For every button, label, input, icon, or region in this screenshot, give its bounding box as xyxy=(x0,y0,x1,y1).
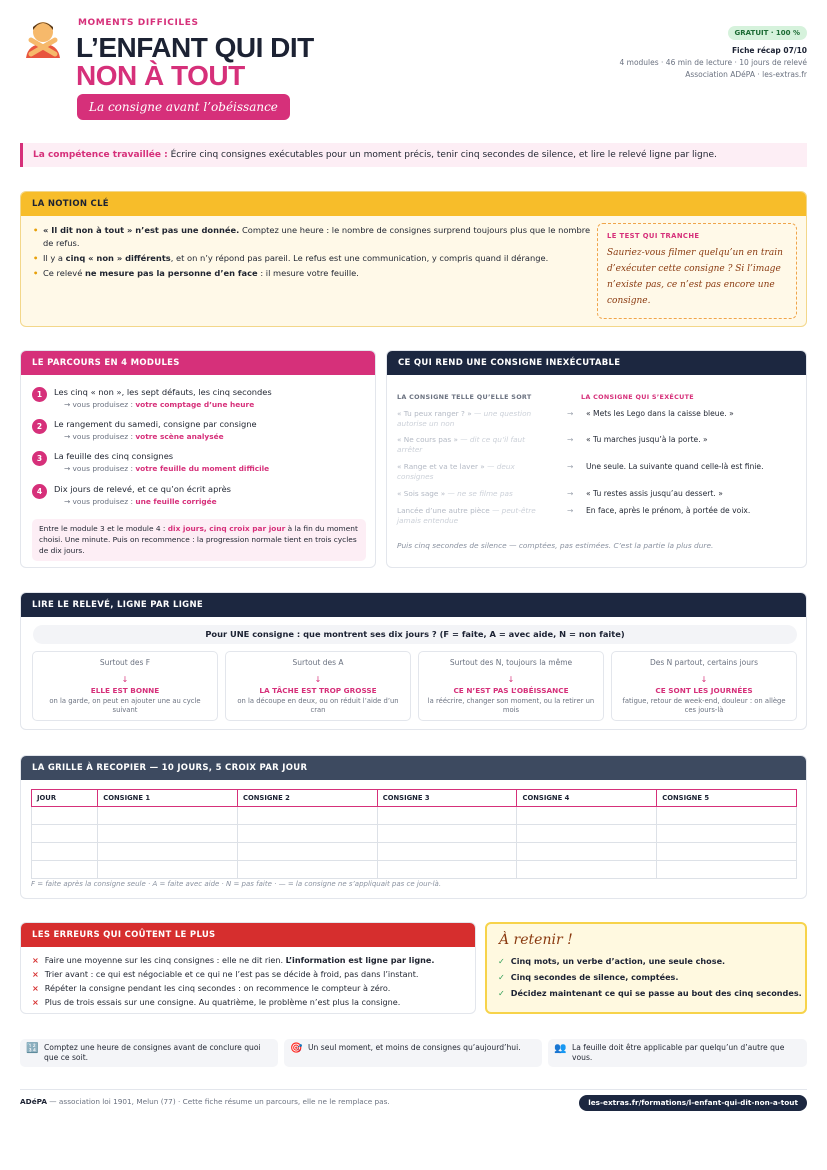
grid-col-header: CONSIGNE 3 xyxy=(377,790,517,807)
consigne-good: En face, après le prénom, à portée de voix. xyxy=(586,506,751,515)
grid-cell xyxy=(98,825,238,843)
grid-cell xyxy=(32,807,98,825)
erreur-item: × Plus de trois essais sur une consigne. Au quatrième, le problème n’est plus la consigne. xyxy=(32,997,401,1007)
module-title: Le rangement du samedi, consigne par consigne xyxy=(54,419,257,429)
grid-cell xyxy=(32,825,98,843)
arrow-down-icon: ↓ xyxy=(121,675,129,684)
test-title: LE TEST QUI TRANCHE xyxy=(607,232,700,240)
case-condition: Surtout des A xyxy=(292,658,344,667)
grid-cell xyxy=(32,843,98,861)
grid-cell xyxy=(237,843,377,861)
grille-card xyxy=(20,755,807,899)
cross-icon: × xyxy=(32,983,39,993)
cross-icon: × xyxy=(32,969,39,979)
arrow-icon: → xyxy=(567,506,574,515)
case-detail: fatigue, retour de week-end, douleur : on allège ces jours-là xyxy=(622,697,786,714)
test-callout xyxy=(597,223,797,319)
grid-col-header: CONSIGNE 1 xyxy=(98,790,238,807)
grid-cell xyxy=(517,843,657,861)
module-product: → vous produisez : une feuille corrigée xyxy=(64,497,217,506)
footer-text: ADéPA — association loi 1901, Melun (77) · Cette fiche résume un parcours, elle ne le remplace pas. xyxy=(20,1097,390,1106)
parcours-note: Entre le module 3 et le module 4 : dix jours, cinq croix par jour à la fin du moment choisi. Une minute. Puis on recommence : la progression normale tient en trois cycles de dix jours. xyxy=(32,519,366,561)
notion-bullet: • « Il dit non à tout » n’est pas une donnée. Comptez une heure : le nombre de consignes surprend toujours plus que le nombre de refus. xyxy=(33,224,593,250)
tracking-grid xyxy=(31,789,797,879)
test-text: Sauriez-vous filmer quelqu’un en train d’exécuter cette consigne ? Si l’image n’existe pas, ce n’est pas encore une consigne. xyxy=(607,248,783,306)
arrow-down-icon: ↓ xyxy=(314,675,322,684)
module-product: → vous produisez : votre scène analysée xyxy=(64,432,224,441)
consigne-good: Une seule. La suivante quand celle-là est finie. xyxy=(586,462,764,471)
case-result: ELLE EST BONNE xyxy=(90,686,160,695)
erreur-item: × Faire une moyenne sur les cinq consignes : elle ne dit rien. L’information est ligne par ligne. xyxy=(32,955,435,965)
competence-text: Écrire cinq consignes exécutables pour un moment précis, tenir cinq secondes de silence, et lire le relevé ligne par ligne. xyxy=(170,150,717,160)
consigne-bad: « Sois sage » — ne se filme pas xyxy=(397,489,513,498)
retenir-item: ✓ Cinq mots, un verbe d’action, une seule chose. xyxy=(498,956,726,966)
consigne-good: « Tu marches jusqu’à la porte. » xyxy=(586,435,708,444)
tip-text: Un seul moment, et moins de consignes qu’aujourd’hui. xyxy=(308,1043,521,1052)
releve-case xyxy=(225,651,411,721)
grid-cell xyxy=(237,807,377,825)
case-result: CE SONT LES JOURNÉES xyxy=(655,686,753,695)
grid-cell xyxy=(657,843,797,861)
parcours-title: LE PARCOURS EN 4 MODULES xyxy=(21,351,375,375)
sheet-meta: 4 modules · 46 min de lecture · 10 jours de relevé xyxy=(619,58,807,67)
retenir-title: À retenir ! xyxy=(499,932,573,948)
arrow-icon: → xyxy=(567,489,574,498)
grid-col-header: CONSIGNE 2 xyxy=(237,790,377,807)
grid-cell xyxy=(237,861,377,879)
abacus-icon: 🔢 xyxy=(26,1043,39,1054)
grid-col-header: CONSIGNE 4 xyxy=(517,790,657,807)
erreur-item: × Répéter la consigne pendant les cinq secondes : on recommence le compteur à zéro. xyxy=(32,983,391,993)
case-detail: on la garde, on peut en ajouter une au cycle suivant xyxy=(49,697,201,714)
grid-header-row xyxy=(32,790,797,807)
releve-title: LIRE LE RELEVÉ, LIGNE PAR LIGNE xyxy=(21,593,806,617)
consigne-bad: « Range et va te laver » — deux consignes xyxy=(397,462,515,481)
grid-col-header: JOUR xyxy=(32,790,98,807)
grid-cell xyxy=(377,861,517,879)
module-title: La feuille des cinq consignes xyxy=(54,451,174,461)
grid-cell xyxy=(98,807,238,825)
case-condition: Des N partout, certains jours xyxy=(649,658,758,667)
grid-cell xyxy=(517,807,657,825)
retenir-item: ✓ Cinq secondes de silence, comptées. xyxy=(498,972,679,982)
module-title: Les cinq « non », les sept défauts, les cinq secondes xyxy=(54,387,272,397)
grid-row xyxy=(32,825,797,843)
page-title-line2: NON À TOUT xyxy=(76,60,245,91)
competence-banner xyxy=(20,143,807,167)
module-number: 4 xyxy=(32,484,47,499)
grid-cell xyxy=(377,807,517,825)
arrow-down-icon: ↓ xyxy=(700,675,708,684)
person-gesturing-no-icon xyxy=(22,18,64,60)
consigne-bad: Lancée d’une autre pièce — peut-être jamais entendue xyxy=(397,506,536,525)
consigne-good: « Mets les Lego dans la caisse bleue. » xyxy=(586,409,734,418)
grid-cell xyxy=(657,807,797,825)
grid-cell xyxy=(377,825,517,843)
page-header xyxy=(20,14,807,126)
arrow-down-icon: ↓ xyxy=(507,675,515,684)
competence-label: La compétence travaillée : xyxy=(33,150,168,160)
inexecutable-card xyxy=(386,350,807,568)
grid-cell xyxy=(657,825,797,843)
erreurs-card xyxy=(20,922,476,1014)
people-icon: 👥 xyxy=(554,1043,567,1054)
cross-icon: × xyxy=(32,955,39,965)
case-condition: Surtout des F xyxy=(99,658,151,667)
case-result: LA TÂCHE EST TROP GROSSE xyxy=(259,686,377,695)
tip-card xyxy=(284,1039,542,1067)
grid-cell xyxy=(517,861,657,879)
grid-cell xyxy=(32,861,98,879)
tip-card xyxy=(20,1039,278,1067)
page-title-line1: L’ENFANT QUI DIT xyxy=(76,32,314,63)
inexecutable-footer: Puis cinq secondes de silence — comptées, pas estimées. C’est la partie la plus dure. xyxy=(397,541,714,550)
arrow-icon: → xyxy=(567,409,574,418)
releve-card xyxy=(20,592,807,730)
module-number: 2 xyxy=(32,419,47,434)
col-header-good: LA CONSIGNE QUI S’EXÉCUTE xyxy=(581,393,694,401)
module-product: → vous produisez : votre feuille du moment difficile xyxy=(64,464,270,473)
notion-title: LA NOTION CLÉ xyxy=(21,192,806,216)
notion-bullet: • Il y a cinq « non » différents, et on n’y répond pas pareil. Le refus est une communication, y compris quand il dérange. xyxy=(33,252,593,265)
case-detail: on la découpe en deux, ou on réduit l’aide d’un cran xyxy=(237,697,399,714)
grid-cell xyxy=(377,843,517,861)
footer-url-link[interactable]: les-extras.fr/formations/l-enfant-qui-dit-non-a-tout xyxy=(579,1095,807,1111)
module-product: → vous produisez : votre comptage d’une heure xyxy=(64,400,255,409)
notion-list xyxy=(33,224,593,282)
releve-case xyxy=(611,651,797,721)
footer-divider xyxy=(20,1089,807,1090)
module-title: Dix jours de relevé, et ce qu’on écrit après xyxy=(54,484,232,494)
tip-text: La feuille doit être applicable par quelqu’un d’autre que vous. xyxy=(572,1043,785,1062)
check-icon: ✓ xyxy=(498,972,505,982)
col-header-bad: LA CONSIGNE TELLE QU’ELLE SORT xyxy=(397,393,532,401)
releve-question: Pour UNE consigne : que montrent ses dix jours ? (F = faite, A = avec aide, N = non faite) xyxy=(33,625,797,644)
grid-row xyxy=(32,843,797,861)
cross-icon: × xyxy=(32,997,39,1007)
consigne-good: « Tu restes assis jusqu’au dessert. » xyxy=(586,489,723,498)
retenir-card xyxy=(485,922,807,1014)
case-result: CE N’EST PAS L’OBÉISSANCE xyxy=(453,686,569,695)
header-meta xyxy=(619,20,807,79)
header-kicker: MOMENTS DIFFICILES xyxy=(78,18,199,28)
releve-case xyxy=(32,651,218,721)
sheet-org: Association ADéPA · les-extras.fr xyxy=(685,70,807,79)
check-icon: ✓ xyxy=(498,988,505,998)
tagline-pill: La consigne avant l’obéissance xyxy=(77,94,290,120)
consigne-bad: « Tu peux ranger ? » — une question autorise un non xyxy=(397,409,532,428)
arrow-icon: → xyxy=(567,435,574,444)
arrow-icon: → xyxy=(567,462,574,471)
grid-col-header: CONSIGNE 5 xyxy=(657,790,797,807)
releve-case xyxy=(418,651,604,721)
module-number: 1 xyxy=(32,387,47,402)
grid-cell xyxy=(237,825,377,843)
case-detail: la réécrire, changer son moment, ou la retirer un mois xyxy=(427,697,595,714)
erreur-item: × Trier avant : ce qui est négociable et ce qui ne l’est pas se décide à froid, pas dans l’instant. xyxy=(32,969,419,979)
grid-cell xyxy=(657,861,797,879)
grid-row xyxy=(32,861,797,879)
notion-card xyxy=(20,191,807,327)
check-icon: ✓ xyxy=(498,956,505,966)
grid-row xyxy=(32,807,797,825)
grille-title: LA GRILLE À RECOPIER — 10 JOURS, 5 CROIX PAR JOUR xyxy=(21,756,806,780)
erreurs-title: LES ERREURS QUI COÛTENT LE PLUS xyxy=(21,923,475,947)
consigne-bad: « Ne cours pas » — dit ce qu’il faut arrêter xyxy=(397,435,526,454)
retenir-item: ✓ Décidez maintenant ce qui se passe au bout des cinq secondes. xyxy=(498,988,802,998)
free-badge: GRATUIT · 100 % xyxy=(728,26,807,40)
module-number: 3 xyxy=(32,451,47,466)
sheet-number: Fiche récap 07/10 xyxy=(731,46,807,55)
case-condition: Surtout des N, toujours la même xyxy=(449,658,573,667)
inexecutable-title: CE QUI REND UNE CONSIGNE INEXÉCUTABLE xyxy=(387,351,806,375)
parcours-card xyxy=(20,350,376,568)
notion-bullet: • Ce relevé ne mesure pas la personne d’en face : il mesure votre feuille. xyxy=(33,267,593,280)
target-icon: 🎯 xyxy=(290,1043,303,1054)
tip-text: Comptez une heure de consignes avant de conclure quoi que ce soit. xyxy=(44,1043,261,1062)
grid-legend: F = faite après la consigne seule · A = faite avec aide · N = pas faite · — = la consigne ne s’appliquait pas ce jour-là. xyxy=(31,880,442,888)
grid-cell xyxy=(98,843,238,861)
grid-cell xyxy=(98,861,238,879)
grid-cell xyxy=(517,825,657,843)
tip-card xyxy=(548,1039,807,1067)
